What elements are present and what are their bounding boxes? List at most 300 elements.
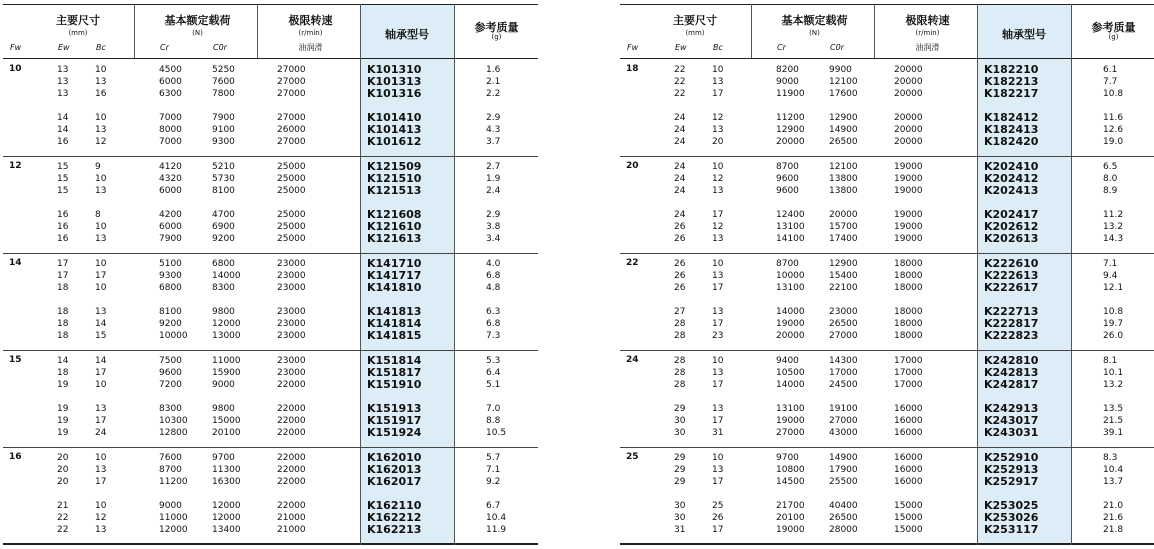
ew-value: 18 — [57, 283, 69, 293]
part-number: K162213 — [367, 523, 422, 536]
ew-value: 27 — [674, 307, 686, 317]
table-row — [620, 318, 1154, 330]
header-divider — [874, 4, 875, 58]
part-number: K101410 — [367, 111, 422, 124]
speed-value: 17000 — [894, 368, 923, 378]
cr-value: 8100 — [159, 307, 182, 317]
table-row — [620, 209, 1154, 221]
cr-value: 9000 — [776, 77, 799, 87]
table-row — [3, 415, 538, 427]
top-rule — [3, 4, 538, 5]
part-number: K121608 — [367, 208, 422, 221]
c0r-value: 9200 — [212, 234, 235, 244]
part-number: K141814 — [367, 317, 422, 330]
header-divider — [134, 4, 135, 58]
c0r-value: 9000 — [212, 380, 235, 390]
speed-value: 16000 — [894, 453, 923, 463]
c0r-value: 4700 — [212, 210, 235, 220]
c0r-value: 5250 — [212, 65, 235, 75]
part-number: K121510 — [367, 172, 422, 185]
table-row — [620, 221, 1154, 233]
table-row — [620, 330, 1154, 342]
ew-value: 24 — [674, 210, 686, 220]
oil-lubrication-label: 油润滑 — [915, 43, 940, 52]
table-row — [620, 367, 1154, 379]
c0r-value: 22100 — [829, 283, 858, 293]
c0r-value: 9300 — [212, 137, 235, 147]
ew-value: 13 — [57, 65, 69, 75]
load-rating-unit: (N) — [809, 29, 820, 37]
c0r-value: 8100 — [212, 186, 235, 196]
bc-value: 12 — [95, 137, 107, 147]
cr-value: 19000 — [776, 525, 805, 535]
mass-value: 26.0 — [1103, 331, 1124, 341]
table-row — [3, 161, 538, 173]
ew-value: 26 — [674, 234, 686, 244]
speed-value: 21000 — [277, 513, 306, 523]
mass-value: 10.4 — [1103, 465, 1124, 475]
ew-value: 19 — [57, 404, 69, 414]
bc-value: 16 — [95, 89, 107, 99]
cr-value: 5100 — [159, 259, 182, 269]
speed-value: 18000 — [894, 307, 923, 317]
c0r-value: 9800 — [212, 307, 235, 317]
table-row — [3, 258, 538, 270]
table-row — [620, 355, 1154, 367]
table-row — [3, 500, 538, 512]
mass-value: 10.1 — [1103, 368, 1124, 378]
part-number: K162017 — [367, 475, 422, 488]
mass-value: 7.7 — [1103, 77, 1118, 87]
speed-value: 17000 — [894, 380, 923, 390]
mass-value: 2.7 — [486, 162, 501, 172]
mass-value: 21.6 — [1103, 513, 1124, 523]
speed-value: 19000 — [894, 174, 923, 184]
speed-value: 20000 — [894, 65, 923, 75]
ew-value: 24 — [674, 186, 686, 196]
mass-value: 8.3 — [1103, 453, 1118, 463]
speed-value: 25000 — [277, 162, 306, 172]
part-number: K222823 — [984, 329, 1039, 342]
cr-value: 9600 — [776, 174, 799, 184]
speed-value: 21000 — [277, 525, 306, 535]
bc-value: 13 — [95, 525, 107, 535]
bearing-part-header: 轴承型号 — [1002, 28, 1046, 41]
cr-value: 4320 — [159, 174, 182, 184]
bc-value: 17 — [712, 283, 724, 293]
ew-value: 20 — [57, 477, 69, 487]
speed-limit-unit: (r/min) — [915, 29, 940, 37]
speed-value: 25000 — [277, 210, 306, 220]
table-row — [3, 124, 538, 136]
cr-value: 4500 — [159, 65, 182, 75]
bc-value: 10 — [95, 113, 107, 123]
c0r-value: 17600 — [829, 89, 858, 99]
part-number: K222613 — [984, 269, 1039, 282]
mass-value: 5.3 — [486, 356, 501, 366]
cr-value: 13100 — [776, 222, 805, 232]
part-number: K202417 — [984, 208, 1039, 221]
mass-value: 2.1 — [486, 77, 501, 87]
bc-value: 10 — [712, 453, 724, 463]
cr-value: 4200 — [159, 210, 182, 220]
c0r-value: 5730 — [212, 174, 235, 184]
cr-value: 9600 — [159, 368, 182, 378]
bc-value: 13 — [95, 234, 107, 244]
speed-value: 27000 — [277, 137, 306, 147]
bc-value: 10 — [712, 65, 724, 75]
table-row — [3, 379, 538, 391]
ew-value: 15 — [57, 186, 69, 196]
table-row — [620, 76, 1154, 88]
ew-value: 17 — [57, 259, 69, 269]
speed-value: 18000 — [894, 319, 923, 329]
bore-group — [3, 350, 538, 447]
speed-value: 17000 — [894, 356, 923, 366]
speed-value: 23000 — [277, 319, 306, 329]
bc-value: 10 — [95, 174, 107, 184]
ew-value: 28 — [674, 319, 686, 329]
table-row — [3, 476, 538, 488]
mass-value: 1.6 — [486, 65, 501, 75]
cr-value: 10000 — [776, 271, 805, 281]
cr-value: 13100 — [776, 283, 805, 293]
ew-value: 20 — [57, 465, 69, 475]
cr-value: 11900 — [776, 89, 805, 99]
bc-value: 12 — [712, 174, 724, 184]
ew-value: 30 — [674, 428, 686, 438]
c0r-value: 13000 — [212, 331, 241, 341]
bc-value: 13 — [712, 186, 724, 196]
c0r-value: 25500 — [829, 477, 858, 487]
c0r-value: 17000 — [829, 368, 858, 378]
cr-value: 6000 — [159, 186, 182, 196]
bc-symbol: Bc — [713, 43, 723, 52]
c0r-value: 20000 — [829, 210, 858, 220]
part-number: K141810 — [367, 281, 422, 294]
group-divider — [620, 253, 1154, 254]
table-row — [620, 185, 1154, 197]
mass-value: 8.1 — [1103, 356, 1118, 366]
speed-value: 22000 — [277, 416, 306, 426]
c0r-value: 8300 — [212, 283, 235, 293]
bc-value: 13 — [712, 465, 724, 475]
fw-value: 16 — [9, 452, 22, 462]
cr-value: 14500 — [776, 477, 805, 487]
mass-value: 8.0 — [1103, 174, 1118, 184]
cr-value: 19000 — [776, 319, 805, 329]
table-row — [620, 161, 1154, 173]
speed-value: 23000 — [277, 259, 306, 269]
mass-value: 12.6 — [1103, 125, 1124, 135]
cr-value: 8200 — [776, 65, 799, 75]
table-row — [620, 306, 1154, 318]
speed-value: 18000 — [894, 331, 923, 341]
part-number: K252910 — [984, 451, 1039, 464]
c0r-value: 12900 — [829, 259, 858, 269]
cr-value: 27000 — [776, 428, 805, 438]
part-number: K121509 — [367, 160, 422, 173]
c0r-value: 23000 — [829, 307, 858, 317]
speed-value: 19000 — [894, 162, 923, 172]
table-row — [620, 88, 1154, 100]
bc-value: 12 — [712, 222, 724, 232]
ew-value: 22 — [57, 525, 69, 535]
cr-value: 10000 — [159, 331, 188, 341]
speed-value: 22000 — [277, 501, 306, 511]
main-dimensions-unit: (mm) — [685, 29, 705, 37]
cr-value: 9700 — [776, 453, 799, 463]
c0r-value: 6800 — [212, 259, 235, 269]
cr-value: 20100 — [776, 513, 805, 523]
ew-value: 14 — [57, 113, 69, 123]
part-number: K121513 — [367, 184, 422, 197]
table-row — [3, 185, 538, 197]
table-row — [3, 355, 538, 367]
fw-value: 22 — [626, 258, 639, 268]
table-row — [3, 270, 538, 282]
bc-value: 14 — [95, 319, 107, 329]
c0r-value: 11300 — [212, 465, 241, 475]
bc-value: 13 — [95, 307, 107, 317]
speed-value: 20000 — [894, 89, 923, 99]
mass-value: 11.9 — [486, 525, 507, 535]
cr-value: 9200 — [159, 319, 182, 329]
ew-value: 22 — [674, 77, 686, 87]
cr-symbol: Cr — [777, 43, 786, 52]
c0r-value: 16300 — [212, 477, 241, 487]
mass-value: 12.1 — [1103, 283, 1124, 293]
c0r-value: 12900 — [829, 113, 858, 123]
table-row — [3, 209, 538, 221]
ew-value: 13 — [57, 89, 69, 99]
bc-value: 17 — [712, 380, 724, 390]
speed-value: 16000 — [894, 404, 923, 414]
mass-value: 8.8 — [486, 416, 501, 426]
part-number: K202412 — [984, 172, 1039, 185]
speed-value: 16000 — [894, 477, 923, 487]
cr-value: 4120 — [159, 162, 182, 172]
bearing-part-header: 轴承型号 — [385, 28, 429, 41]
mass-value: 9.2 — [486, 477, 501, 487]
ew-value: 26 — [674, 259, 686, 269]
ew-value: 18 — [57, 331, 69, 341]
bore-group — [620, 253, 1154, 350]
bc-value: 17 — [712, 319, 724, 329]
part-number: K182213 — [984, 75, 1039, 88]
cr-value: 8300 — [159, 404, 182, 414]
cr-value: 8700 — [776, 162, 799, 172]
c0r-value: 13800 — [829, 174, 858, 184]
part-number: K182210 — [984, 63, 1039, 76]
cr-value: 6000 — [159, 222, 182, 232]
c0r-value: 17900 — [829, 465, 858, 475]
cr-value: 12400 — [776, 210, 805, 220]
fw-symbol: Fw — [627, 43, 639, 52]
ew-value: 28 — [674, 331, 686, 341]
ew-value: 30 — [674, 513, 686, 523]
mass-value: 3.7 — [486, 137, 501, 147]
part-number: K151817 — [367, 366, 422, 379]
ew-value: 18 — [57, 307, 69, 317]
ew-value: 28 — [674, 356, 686, 366]
c0r-value: 9100 — [212, 125, 235, 135]
mass-value: 7.1 — [1103, 259, 1118, 269]
speed-value: 16000 — [894, 428, 923, 438]
cr-value: 14100 — [776, 234, 805, 244]
ew-value: 16 — [57, 222, 69, 232]
fw-value: 20 — [626, 161, 639, 171]
cr-value: 9600 — [776, 186, 799, 196]
mass-value: 11.6 — [1103, 113, 1124, 123]
part-number: K151924 — [367, 426, 422, 439]
mass-value: 2.2 — [486, 89, 501, 99]
speed-value: 27000 — [277, 89, 306, 99]
speed-value: 25000 — [277, 222, 306, 232]
speed-value: 23000 — [277, 307, 306, 317]
bore-group — [620, 447, 1154, 544]
part-number: K162110 — [367, 499, 422, 512]
cr-value: 12000 — [159, 525, 188, 535]
c0r-value: 6900 — [212, 222, 235, 232]
part-number: K222713 — [984, 305, 1039, 318]
cr-value: 8700 — [776, 259, 799, 269]
mass-value: 10.8 — [1103, 307, 1124, 317]
ew-value: 26 — [674, 283, 686, 293]
ew-value: 26 — [674, 222, 686, 232]
c0r-value: 27000 — [829, 416, 858, 426]
bc-value: 10 — [95, 380, 107, 390]
bc-value: 10 — [712, 259, 724, 269]
group-divider — [620, 350, 1154, 351]
cr-value: 7000 — [159, 137, 182, 147]
table-row — [620, 524, 1154, 536]
part-number: K182413 — [984, 123, 1039, 136]
c0r-value: 43000 — [829, 428, 858, 438]
ew-value: 29 — [674, 453, 686, 463]
mass-value: 7.0 — [486, 404, 501, 414]
part-number: K182420 — [984, 135, 1039, 148]
ew-value: 19 — [57, 416, 69, 426]
mass-value: 4.0 — [486, 259, 501, 269]
c0r-value: 11000 — [212, 356, 241, 366]
main-dimensions-unit: (mm) — [68, 29, 88, 37]
bearing-table-right — [620, 4, 1154, 545]
mass-value: 13.2 — [1103, 222, 1124, 232]
ew-value: 18 — [57, 319, 69, 329]
mass-value: 13.7 — [1103, 477, 1124, 487]
part-number: K252917 — [984, 475, 1039, 488]
c0r-value: 7600 — [212, 77, 235, 87]
ew-value: 28 — [674, 368, 686, 378]
ew-value: 14 — [57, 125, 69, 135]
part-number: K151910 — [367, 378, 422, 391]
cr-value: 11000 — [159, 513, 188, 523]
table-row — [3, 112, 538, 124]
ew-value: 21 — [57, 501, 69, 511]
part-number: K242913 — [984, 402, 1039, 415]
cr-symbol: Cr — [160, 43, 169, 52]
table-row — [3, 173, 538, 185]
cr-value: 20000 — [776, 137, 805, 147]
part-number: K253025 — [984, 499, 1039, 512]
cr-value: 7500 — [159, 356, 182, 366]
part-number: K101413 — [367, 123, 422, 136]
part-number: K253117 — [984, 523, 1039, 536]
header-divider — [257, 4, 258, 58]
speed-value: 20000 — [894, 77, 923, 87]
c0r-value: 9700 — [212, 453, 235, 463]
ew-value: 16 — [57, 234, 69, 244]
ew-value: 24 — [674, 174, 686, 184]
part-number: K202613 — [984, 232, 1039, 245]
table-row — [3, 233, 538, 245]
table-row — [3, 306, 538, 318]
speed-value: 27000 — [277, 65, 306, 75]
bc-value: 10 — [95, 501, 107, 511]
part-number: K101310 — [367, 63, 422, 76]
ew-value: 22 — [57, 513, 69, 523]
table-row — [620, 379, 1154, 391]
speed-value: 25000 — [277, 234, 306, 244]
speed-value: 27000 — [277, 77, 306, 87]
bc-value: 17 — [95, 416, 107, 426]
speed-value: 25000 — [277, 174, 306, 184]
part-number: K242817 — [984, 378, 1039, 391]
table-row — [620, 136, 1154, 148]
mass-value: 21.8 — [1103, 525, 1124, 535]
table-row — [620, 173, 1154, 185]
cr-value: 21700 — [776, 501, 805, 511]
c0r-value: 19100 — [829, 404, 858, 414]
speed-value: 20000 — [894, 125, 923, 135]
cr-value: 12900 — [776, 125, 805, 135]
part-number: K182217 — [984, 87, 1039, 100]
cr-value: 8000 — [159, 125, 182, 135]
ew-value: 16 — [57, 137, 69, 147]
c0r-value: 7800 — [212, 89, 235, 99]
table-row — [3, 318, 538, 330]
cr-value: 10300 — [159, 416, 188, 426]
c0r-value: 12100 — [829, 162, 858, 172]
mass-value: 1.9 — [486, 174, 501, 184]
c0r-value: 9800 — [212, 404, 235, 414]
c0r-value: 15400 — [829, 271, 858, 281]
part-number: K151814 — [367, 354, 422, 367]
bore-group — [3, 156, 538, 253]
group-divider — [3, 156, 538, 157]
mass-value: 14.3 — [1103, 234, 1124, 244]
part-number: K141813 — [367, 305, 422, 318]
bc-value: 17 — [712, 210, 724, 220]
cr-value: 8700 — [159, 465, 182, 475]
part-number: K151917 — [367, 414, 422, 427]
speed-value: 22000 — [277, 380, 306, 390]
bc-value: 10 — [95, 222, 107, 232]
bc-value: 10 — [95, 259, 107, 269]
c0r-value: 15900 — [212, 368, 241, 378]
bore-group — [620, 156, 1154, 253]
table-row — [620, 282, 1154, 294]
mass-value: 11.2 — [1103, 210, 1124, 220]
ew-value: 22 — [674, 89, 686, 99]
cr-value: 7200 — [159, 380, 182, 390]
mass-value: 21.5 — [1103, 416, 1124, 426]
table-row — [3, 512, 538, 524]
speed-value: 18000 — [894, 259, 923, 269]
ew-value: 29 — [674, 465, 686, 475]
ew-value: 18 — [57, 368, 69, 378]
